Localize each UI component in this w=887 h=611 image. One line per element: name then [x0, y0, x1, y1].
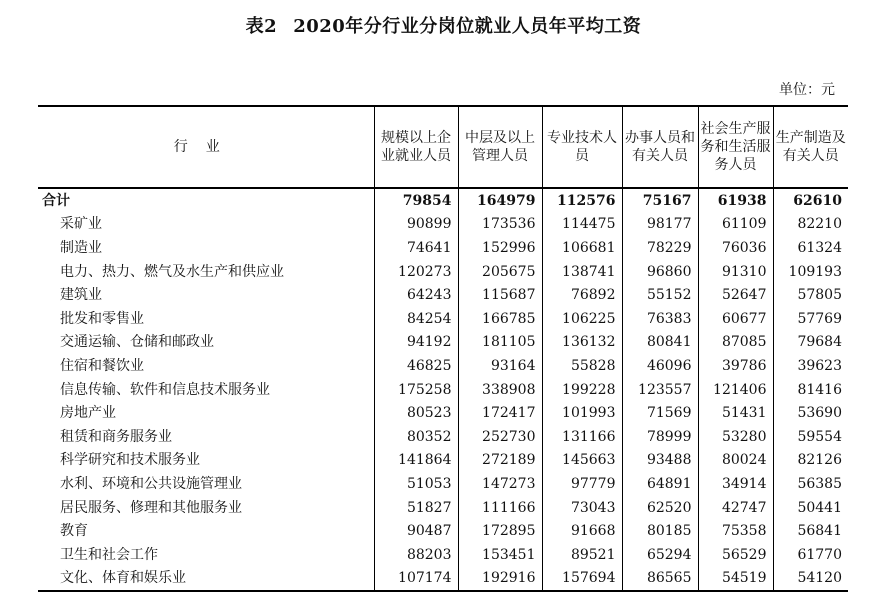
industry-cell: 交通运输、仓储和邮政业 — [60, 334, 214, 351]
wage-cell: 42747 — [698, 496, 773, 520]
wage-cell: 78229 — [622, 236, 698, 260]
column-header: 社会生产服务和生活服务人员 — [698, 106, 773, 188]
wage-cell: 54120 — [773, 567, 848, 592]
industry-cell: 水利、环境和公共设施管理业 — [60, 475, 242, 492]
industry-cell: 文化、体育和娱乐业 — [60, 570, 186, 587]
industry-cell: 住宿和餐饮业 — [60, 357, 144, 374]
wage-cell: 166785 — [458, 307, 542, 331]
wage-cell: 175258 — [374, 378, 458, 402]
industry-cell: 租赁和商务服务业 — [60, 428, 172, 445]
wage-cell: 106681 — [542, 236, 622, 260]
industry-cell: 教育 — [60, 523, 88, 540]
wage-cell: 46096 — [622, 354, 698, 378]
wage-cell: 107174 — [374, 567, 458, 592]
table-row — [38, 449, 848, 473]
wage-cell: 73043 — [542, 496, 622, 520]
table-row — [38, 331, 848, 355]
wage-cell: 111166 — [458, 496, 542, 520]
industry-cell: 批发和零售业 — [60, 310, 144, 327]
table-header-row — [38, 106, 848, 188]
wage-cell: 80352 — [374, 425, 458, 449]
table-title: 2020年分行业分岗位就业人员年平均工资 — [293, 16, 642, 37]
wage-cell: 50441 — [773, 496, 848, 520]
wage-cell: 80024 — [698, 449, 773, 473]
wage-cell: 97779 — [542, 472, 622, 496]
wage-cell: 39786 — [698, 354, 773, 378]
wage-cell: 96860 — [622, 260, 698, 284]
wage-cell: 138741 — [542, 260, 622, 284]
wage-cell: 52647 — [698, 283, 773, 307]
wage-cell: 88203 — [374, 543, 458, 567]
wage-cell: 71569 — [622, 401, 698, 425]
table-number: 表2 — [245, 16, 278, 37]
wage-cell: 115687 — [458, 283, 542, 307]
wage-cell: 81416 — [773, 378, 848, 402]
wage-cell: 93164 — [458, 354, 542, 378]
wage-cell: 114475 — [542, 213, 622, 237]
industry-cell: 电力、热力、燃气及水生产和供应业 — [60, 263, 284, 280]
wage-cell: 62520 — [622, 496, 698, 520]
table-row — [38, 354, 848, 378]
table-row — [38, 283, 848, 307]
wage-cell: 120273 — [374, 260, 458, 284]
wage-cell: 172417 — [458, 401, 542, 425]
wage-cell: 86565 — [622, 567, 698, 592]
wage-cell: 80185 — [622, 519, 698, 543]
wage-cell: 123557 — [622, 378, 698, 402]
industry-cell: 房地产业 — [60, 405, 116, 422]
wage-cell: 205675 — [458, 260, 542, 284]
wage-cell: 56529 — [698, 543, 773, 567]
table-body — [38, 188, 848, 591]
wage-cell: 91668 — [542, 519, 622, 543]
wage-cell: 145663 — [542, 449, 622, 473]
wage-cell: 153451 — [458, 543, 542, 567]
wage-cell: 53690 — [773, 401, 848, 425]
industry-cell: 居民服务、修理和其他服务业 — [60, 499, 242, 516]
column-header: 规模以上企业就业人员 — [374, 106, 458, 188]
wage-cell: 53280 — [698, 425, 773, 449]
table-row — [38, 425, 848, 449]
page-title — [0, 12, 887, 38]
wage-cell: 56841 — [773, 519, 848, 543]
wage-cell: 61109 — [698, 213, 773, 237]
wage-cell: 112576 — [542, 188, 622, 213]
wage-cell: 60677 — [698, 307, 773, 331]
wage-cell: 94192 — [374, 331, 458, 355]
wage-cell: 84254 — [374, 307, 458, 331]
table-row — [38, 496, 848, 520]
table-row — [38, 567, 848, 592]
wage-cell: 64243 — [374, 283, 458, 307]
column-header-industry: 行业 — [38, 106, 374, 188]
wage-cell: 61770 — [773, 543, 848, 567]
column-header: 生产制造及有关人员 — [773, 106, 848, 188]
wage-cell: 51827 — [374, 496, 458, 520]
table-row — [38, 378, 848, 402]
wage-cell: 141864 — [374, 449, 458, 473]
wage-cell: 80841 — [622, 331, 698, 355]
wage-cell: 65294 — [622, 543, 698, 567]
wage-cell: 89521 — [542, 543, 622, 567]
wage-cell: 61324 — [773, 236, 848, 260]
wage-table — [38, 105, 848, 592]
wage-cell: 59554 — [773, 425, 848, 449]
wage-cell: 74641 — [374, 236, 458, 260]
wage-cell: 51053 — [374, 472, 458, 496]
wage-cell: 272189 — [458, 449, 542, 473]
wage-cell: 82126 — [773, 449, 848, 473]
wage-cell: 76892 — [542, 283, 622, 307]
wage-cell: 62610 — [773, 188, 848, 213]
wage-cell: 54519 — [698, 567, 773, 592]
column-header: 专业技术人员 — [542, 106, 622, 188]
wage-cell: 199228 — [542, 378, 622, 402]
industry-cell: 建筑业 — [60, 287, 102, 304]
wage-cell: 121406 — [698, 378, 773, 402]
wage-cell: 136132 — [542, 331, 622, 355]
wage-cell: 87085 — [698, 331, 773, 355]
wage-cell: 80523 — [374, 401, 458, 425]
wage-cell: 93488 — [622, 449, 698, 473]
wage-cell: 76036 — [698, 236, 773, 260]
wage-cell: 79684 — [773, 331, 848, 355]
wage-cell: 57769 — [773, 307, 848, 331]
industry-cell: 卫生和社会工作 — [60, 546, 158, 563]
wage-cell: 51431 — [698, 401, 773, 425]
wage-cell: 90899 — [374, 213, 458, 237]
wage-cell: 34914 — [698, 472, 773, 496]
table-row — [38, 213, 848, 237]
wage-cell: 64891 — [622, 472, 698, 496]
wage-cell: 79854 — [374, 188, 458, 213]
wage-cell: 131166 — [542, 425, 622, 449]
table-row — [38, 260, 848, 284]
wage-cell: 55152 — [622, 283, 698, 307]
industry-cell: 制造业 — [60, 239, 102, 256]
wage-cell: 98177 — [622, 213, 698, 237]
wage-cell: 61938 — [698, 188, 773, 213]
table-row — [38, 307, 848, 331]
table-row — [38, 236, 848, 260]
column-header: 办事人员和有关人员 — [622, 106, 698, 188]
wage-cell: 109193 — [773, 260, 848, 284]
wage-cell: 91310 — [698, 260, 773, 284]
wage-cell: 338908 — [458, 378, 542, 402]
wage-cell: 101993 — [542, 401, 622, 425]
wage-cell: 39623 — [773, 354, 848, 378]
wage-cell: 75167 — [622, 188, 698, 213]
table-row — [38, 472, 848, 496]
wage-cell: 76383 — [622, 307, 698, 331]
industry-cell: 科学研究和技术服务业 — [60, 452, 200, 469]
table-row-total — [38, 188, 848, 213]
industry-cell: 信息传输、软件和信息技术服务业 — [60, 381, 270, 398]
wage-cell: 90487 — [374, 519, 458, 543]
wage-cell: 173536 — [458, 213, 542, 237]
wage-cell: 75358 — [698, 519, 773, 543]
wage-cell: 56385 — [773, 472, 848, 496]
wage-cell: 192916 — [458, 567, 542, 592]
wage-cell: 147273 — [458, 472, 542, 496]
wage-cell: 157694 — [542, 567, 622, 592]
unit-label: 单位：元 — [779, 82, 835, 98]
column-header: 中层及以上管理人员 — [458, 106, 542, 188]
wage-cell: 82210 — [773, 213, 848, 237]
wage-cell: 164979 — [458, 188, 542, 213]
table-row — [38, 401, 848, 425]
table-row — [38, 519, 848, 543]
wage-cell: 78999 — [622, 425, 698, 449]
wage-cell: 106225 — [542, 307, 622, 331]
wage-cell: 46825 — [374, 354, 458, 378]
wage-cell: 55828 — [542, 354, 622, 378]
wage-cell: 181105 — [458, 331, 542, 355]
wage-cell: 57805 — [773, 283, 848, 307]
industry-cell: 采矿业 — [60, 216, 102, 233]
table-row — [38, 543, 848, 567]
wage-cell: 252730 — [458, 425, 542, 449]
industry-cell: 合计 — [42, 192, 70, 209]
wage-cell: 172895 — [458, 519, 542, 543]
wage-cell: 152996 — [458, 236, 542, 260]
